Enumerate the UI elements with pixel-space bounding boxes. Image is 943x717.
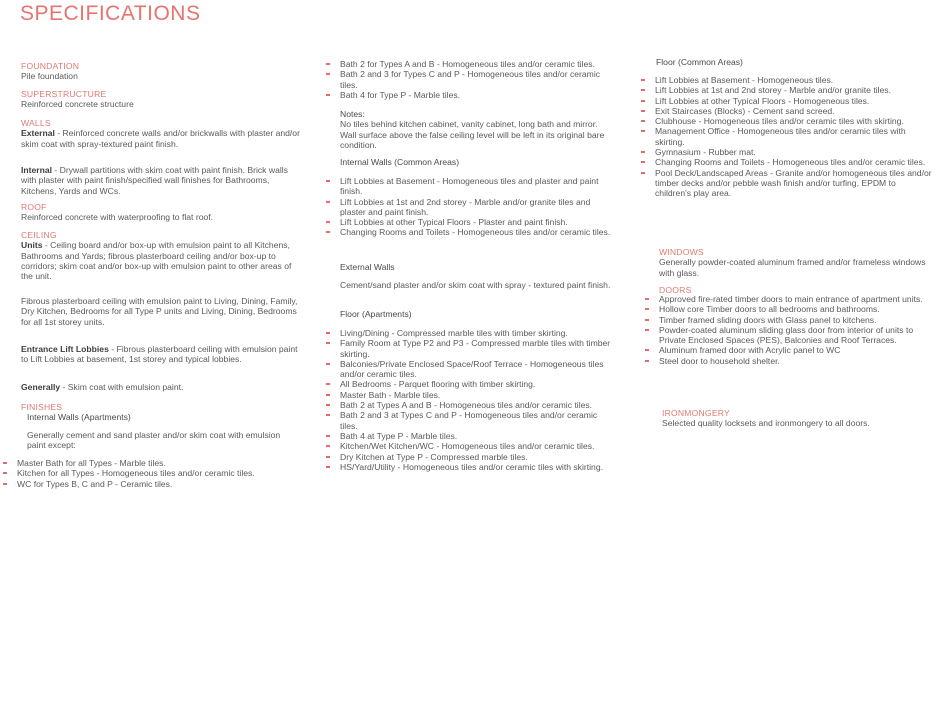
internal-common-heading: Internal Walls (Common Areas) bbox=[340, 157, 460, 167]
section-heading: FOUNDATION bbox=[21, 61, 80, 71]
label: External bbox=[21, 128, 55, 139]
list-item: HS/Yard/Utility - Homogeneous tiles and/or ceramic tiles with skirting. bbox=[326, 462, 616, 472]
list-item: Balconies/Private Enclosed Space/Roof Terrace - Homogeneous tiles and/or ceramic tiles. bbox=[326, 359, 616, 380]
floor-apartments-heading: Floor (Apartments) bbox=[340, 309, 412, 319]
list-item: Master Bath for all Types - Marble tiles. bbox=[3, 458, 301, 468]
section-foundation bbox=[21, 61, 301, 82]
list-item: Master Bath - Marble tiles. bbox=[326, 390, 616, 400]
list-item: Dry Kitchen at Type P - Compressed marble tiles. bbox=[326, 452, 616, 462]
notes-text: No tiles behind kitchen cabinet, vanity cabinet, long bath and mirror. Wall surface above the false ceiling level will be left in its original bare condition. bbox=[340, 119, 605, 150]
section-heading: WINDOWS bbox=[659, 247, 704, 257]
text: - Reinforced concrete walls and/or brickwalls with plaster and/or skim coat with spray-textured paint finish. bbox=[21, 128, 300, 149]
section-windows bbox=[659, 247, 933, 278]
section-finishes bbox=[21, 402, 301, 423]
text: - Fibrous plasterboard ceiling with emulsion paint to Lift Lobbies at basement, 1st storey and typical lobbies. bbox=[21, 344, 298, 365]
section-text: Selected quality locksets and ironmongery to all doors. bbox=[662, 418, 870, 429]
finishes-intro: Generally cement and sand plaster and/or skim coat with emulsion paint except: bbox=[27, 430, 281, 451]
ceiling-units bbox=[21, 240, 301, 281]
section-ceiling bbox=[21, 230, 301, 281]
walls-external bbox=[21, 128, 301, 149]
list-item: Lift Lobbies at Basement - Homogeneous tiles and plaster and paint finish. bbox=[326, 176, 616, 197]
section-heading: CEILING bbox=[21, 230, 57, 240]
list-item: Bath 4 at Type P - Marble tiles. bbox=[326, 431, 616, 441]
label: Units bbox=[21, 240, 43, 251]
finishes-list bbox=[3, 458, 301, 489]
list-item: Lift Lobbies at 1st and 2nd storey - Marble and/or granite tiles. bbox=[641, 85, 933, 95]
list-item: Kitchen/Wet Kitchen/WC - Homogeneous tiles and/or ceramic tiles. bbox=[326, 441, 616, 451]
list-item: Changing Rooms and Toilets - Homogeneous tiles and/or ceramic tiles. bbox=[326, 227, 616, 237]
list-item: Bath 2 and 3 at Types C and P - Homogeneous tiles and/or ceramic tiles. bbox=[326, 410, 616, 431]
bath-list bbox=[326, 59, 616, 100]
list-item: Family Room at Type P2 and P3 - Compressed marble tiles with timber skirting. bbox=[326, 338, 616, 359]
section-walls bbox=[21, 118, 301, 149]
list-item: Powder-coated aluminum sliding glass door from interior of units to Private Enclosed Spaces (PES), Balconies and Roof Terraces. bbox=[645, 325, 933, 346]
section-heading: FINISHES bbox=[21, 402, 63, 412]
list-item: Management Office - Homogeneous tiles and/or ceramic tiles with skirting. bbox=[641, 126, 933, 147]
list-item: Lift Lobbies at 1st and 2nd storey - Marble and/or granite tiles and plaster and paint finish. bbox=[326, 197, 616, 218]
section-roof bbox=[21, 202, 301, 223]
list-item: All Bedrooms - Parquet flooring with timber skirting. bbox=[326, 379, 616, 389]
section-text: Pile foundation bbox=[21, 71, 78, 82]
list-item: Bath 2 and 3 for Types C and P - Homogeneous tiles and/or ceramic tiles. bbox=[326, 69, 616, 90]
floor-common-heading: Floor (Common Areas) bbox=[656, 57, 743, 67]
section-text: Generally powder-coated aluminum framed and/or frameless windows with glass. bbox=[659, 257, 926, 278]
notes bbox=[326, 109, 616, 150]
list-item: Bath 2 for Types A and B - Homogeneous tiles and/or ceramic tiles. bbox=[326, 59, 616, 69]
section-heading: ROOF bbox=[21, 202, 47, 212]
section-text: Reinforced concrete structure bbox=[21, 99, 134, 110]
list-item: Steel door to household shelter. bbox=[645, 356, 933, 366]
list-item: Hollow core Timber doors to all bedrooms and bathrooms. bbox=[645, 304, 933, 314]
list-item: Kitchen for all Types - Homogeneous tiles and/or ceramic tiles. bbox=[3, 468, 301, 478]
text: - Ceiling board and/or box-up with emulsion paint to all Kitchens, Bathrooms and Yards; fibrous plasterboard ceiling and/or box-up to corridors; skim coat and/or box-up with emulsion paint to other areas of the unit. bbox=[21, 240, 292, 282]
label: Generally bbox=[21, 382, 61, 392]
list-item: Bath 4 for Type P - Marble tiles. bbox=[326, 90, 616, 100]
list-item: Changing Rooms and Toilets - Homogeneous tiles and/or ceramic tiles. bbox=[641, 157, 933, 167]
list-item: Approved fire-rated timber doors to main entrance of apartment units. bbox=[645, 294, 933, 304]
floor-apartments-list bbox=[326, 328, 616, 472]
section-heading: SUPERSTRUCTURE bbox=[21, 89, 107, 99]
list-item: Exit Staircases (Blocks) - Cement sand screed. bbox=[641, 106, 933, 116]
floor-common-list bbox=[641, 75, 933, 199]
label: Internal bbox=[21, 165, 53, 175]
list-item: Aluminum framed door with Acrylic panel to WC bbox=[645, 345, 933, 355]
section-ironmongery bbox=[662, 408, 933, 429]
label: Entrance Lift Lobbies bbox=[21, 344, 109, 354]
list-item: Timber framed sliding doors with Glass panel to kitchens. bbox=[645, 315, 933, 325]
section-heading: IRONMONGERY bbox=[662, 408, 730, 418]
page-title: SPECIFICATIONS bbox=[20, 2, 201, 25]
text: - Drywall partitions with skim coat with paint finish. Brick walls with plaster with paint finish/specified wall finishes for Bathrooms, Kitchens, Yards and WCs. bbox=[21, 165, 288, 196]
list-item: WC for Types B, C and P - Ceramic tiles. bbox=[3, 479, 301, 489]
ceiling-lobbies bbox=[21, 344, 301, 365]
section-superstructure bbox=[21, 89, 301, 110]
external-walls-text: Cement/sand plaster and/or skim coat with spray - textured paint finish. bbox=[340, 280, 611, 290]
section-heading: DOORS bbox=[659, 285, 692, 295]
list-item: Lift Lobbies at other Typical Floors - Homogeneous tiles. bbox=[641, 96, 933, 106]
ceiling-generally bbox=[21, 382, 301, 392]
section-heading: WALLS bbox=[21, 118, 51, 128]
list-item: Gymnasium - Rubber mat. bbox=[641, 147, 933, 157]
text: - Skim coat with emulsion paint. bbox=[60, 382, 184, 392]
ceiling-fibrous: Fibrous plasterboard ceiling with emulsion paint to Living, Dining, Family, Dry Kitchen, Bedrooms for all Type P units and Living, Dining, Bedrooms for all 1st storey units. bbox=[21, 296, 298, 327]
section-text: Reinforced concrete with waterproofing to flat roof. bbox=[21, 212, 214, 223]
internal-common-list bbox=[326, 176, 616, 238]
list-item: Living/Dining - Compressed marble tiles with timber skirting. bbox=[326, 328, 616, 338]
doors-list bbox=[645, 294, 933, 366]
external-walls-heading: External Walls bbox=[340, 262, 395, 272]
list-item: Lift Lobbies at Basement - Homogeneous tiles. bbox=[641, 75, 933, 85]
notes-label: Notes: bbox=[340, 109, 365, 119]
list-item: Lift Lobbies at other Typical Floors - Plaster and paint finish. bbox=[326, 217, 616, 227]
list-item: Pool Deck/Landscaped Areas - Granite and/or homogeneous tiles and/or timber decks and/or pebble wash finish and/or turfing, EPDM to children's play area. bbox=[641, 168, 933, 199]
subheading: Internal Walls (Apartments) bbox=[27, 412, 131, 423]
list-item: Clubhouse - Homogeneous tiles and/or ceramic tiles with skirting. bbox=[641, 116, 933, 126]
list-item: Bath 2 at Types A and B - Homogeneous tiles and/or ceramic tiles. bbox=[326, 400, 616, 410]
walls-internal bbox=[21, 165, 301, 196]
